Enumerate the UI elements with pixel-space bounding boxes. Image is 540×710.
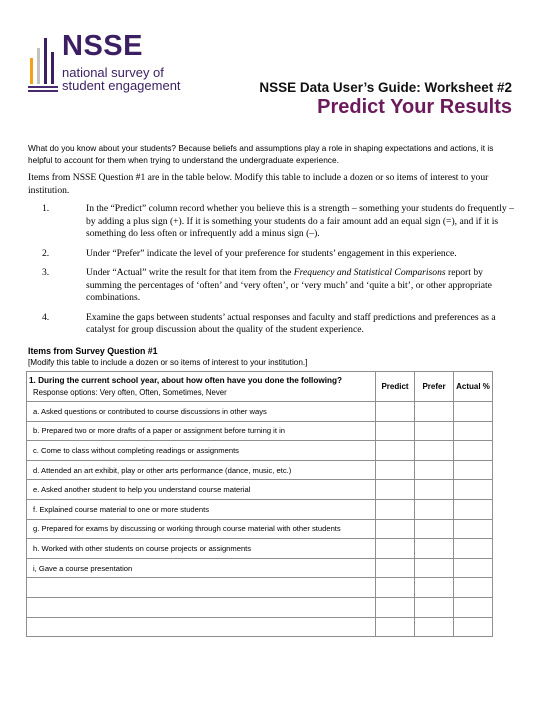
actual-column-header: Actual % <box>454 372 493 402</box>
step-item <box>28 248 514 261</box>
predict-cell[interactable] <box>376 558 415 578</box>
table-row <box>27 441 493 461</box>
items-section-note: [Modify this table to include a dozen or so items of interest to your institution.] <box>28 358 308 367</box>
predict-cell[interactable] <box>376 539 415 559</box>
predict-cell[interactable] <box>376 499 415 519</box>
guide-title: NSSE Data User’s Guide: Worksheet #2 <box>259 80 512 95</box>
prefer-cell[interactable] <box>415 597 454 617</box>
prefer-column-header: Prefer <box>415 372 454 402</box>
item-label: g. Prepared for exams by discussing or working through course material with other students <box>27 519 376 539</box>
prefer-cell[interactable] <box>415 402 454 422</box>
table-row <box>27 539 493 559</box>
table-row <box>27 460 493 480</box>
item-label: a. Asked questions or contributed to course discussions in other ways <box>27 402 376 422</box>
actual-cell[interactable] <box>454 499 493 519</box>
items-section-title: Items from Survey Question #1 <box>28 346 158 356</box>
table-row <box>27 402 493 422</box>
actual-cell[interactable] <box>454 480 493 500</box>
question-header <box>27 372 376 402</box>
prefer-cell[interactable] <box>415 499 454 519</box>
logo-bar <box>44 38 47 84</box>
prefer-cell[interactable] <box>415 519 454 539</box>
logo-bar <box>30 58 33 84</box>
logo-wordmark: NSSE <box>62 30 143 62</box>
actual-cell[interactable] <box>454 558 493 578</box>
nsse-logo <box>28 26 198 96</box>
actual-cell[interactable] <box>454 460 493 480</box>
logo-bar <box>51 52 54 84</box>
item-label: b. Prepared two or more drafts of a paper or assignment before turning it in <box>27 421 376 441</box>
table-row <box>27 519 493 539</box>
step-number: 3. <box>42 267 50 278</box>
predict-cell[interactable] <box>376 402 415 422</box>
survey-items-table <box>26 371 493 637</box>
predict-cell[interactable] <box>376 519 415 539</box>
step-item <box>28 267 514 305</box>
prefer-cell[interactable] <box>415 617 454 637</box>
item-label <box>27 617 376 637</box>
response-options: Response options: Very often, Often, Sometimes, Never <box>33 388 227 397</box>
step-text: Examine the gaps between students’ actual responses and faculty and staff predictions and preferences as a catalyst for group discussion about the quality of the student experience. <box>86 311 496 335</box>
step-text: Under “Prefer” indicate the level of your preference for students’ engagement in this experience. <box>86 247 457 259</box>
item-label <box>27 578 376 598</box>
step-text-post: report by summing the percentages of ‘often’ and ‘very often’, or ‘very much’ and ‘quite a bit’, or other appropriate combinations. <box>86 267 492 303</box>
item-label: e. Asked another student to help you understand course material <box>27 480 376 500</box>
prefer-cell[interactable] <box>415 460 454 480</box>
step-text-pre: Under “Actual” write the result for that item from the <box>86 267 294 278</box>
prefer-cell[interactable] <box>415 539 454 559</box>
predict-cell[interactable] <box>376 578 415 598</box>
actual-cell[interactable] <box>454 597 493 617</box>
item-label: c. Come to class without completing readings or assignments <box>27 441 376 461</box>
logo-bars-icon <box>28 36 56 84</box>
prefer-cell[interactable] <box>415 441 454 461</box>
actual-cell[interactable] <box>454 441 493 461</box>
actual-cell[interactable] <box>454 617 493 637</box>
actual-cell[interactable] <box>454 402 493 422</box>
intro-text: What do you know about your students? Because beliefs and assumptions play a role in shaping expectations and actions, it is helpful to account for them when trying to understand the undergraduate experience. <box>28 143 494 165</box>
predict-cell[interactable] <box>376 460 415 480</box>
table-row <box>27 480 493 500</box>
step-number: 2. <box>42 247 50 259</box>
predict-cell[interactable] <box>376 421 415 441</box>
actual-cell[interactable] <box>454 421 493 441</box>
table-header-row <box>27 372 493 402</box>
step-item <box>28 312 514 337</box>
predict-cell[interactable] <box>376 617 415 637</box>
report-name: Frequency and Statistical Comparisons <box>293 267 446 278</box>
step-item <box>28 203 514 241</box>
table-row <box>27 578 493 598</box>
step-number: 1. <box>42 203 50 214</box>
item-label: i, Gave a course presentation <box>27 558 376 578</box>
logo-bar <box>37 48 40 84</box>
actual-cell[interactable] <box>454 539 493 559</box>
prefer-cell[interactable] <box>415 421 454 441</box>
step-number: 4. <box>42 311 50 323</box>
logo-rule <box>28 86 58 88</box>
item-label <box>27 597 376 617</box>
actual-cell[interactable] <box>454 519 493 539</box>
predict-cell[interactable] <box>376 597 415 617</box>
step-text: In the “Predict” column record whether you believe this is a strength – something your students do frequently – by adding a plus sign (+). If it is something your students do a fair amount add an equal sign (=), and if it is something do less often or infrequently add a minus sign (–). <box>86 203 514 239</box>
table-row <box>27 558 493 578</box>
logo-subtitle-line2: student engagement <box>62 78 181 93</box>
question-text: 1. During the current school year, about how often have you done the following? <box>29 376 342 385</box>
predict-column-header: Predict <box>376 372 415 402</box>
prefer-cell[interactable] <box>415 578 454 598</box>
table-row <box>27 421 493 441</box>
predict-cell[interactable] <box>376 441 415 461</box>
instructions-paragraph: Items from NSSE Question #1 are in the table below. Modify this table to include a dozen or so items of interest to your institution. <box>28 172 489 196</box>
instruction-steps <box>28 203 514 344</box>
item-label: h. Worked with other students on course projects or assignments <box>27 539 376 559</box>
table-row <box>27 597 493 617</box>
item-label: d. Attended an art exhibit, play or other arts performance (dance, music, etc.) <box>27 460 376 480</box>
logo-subtitle-line1: national survey of <box>62 65 164 80</box>
page-title: Predict Your Results <box>317 96 512 118</box>
table-row <box>27 617 493 637</box>
item-label: f. Explained course material to one or more students <box>27 499 376 519</box>
predict-cell[interactable] <box>376 480 415 500</box>
logo-rule <box>28 90 58 92</box>
prefer-cell[interactable] <box>415 558 454 578</box>
prefer-cell[interactable] <box>415 480 454 500</box>
table-row <box>27 499 493 519</box>
actual-cell[interactable] <box>454 578 493 598</box>
